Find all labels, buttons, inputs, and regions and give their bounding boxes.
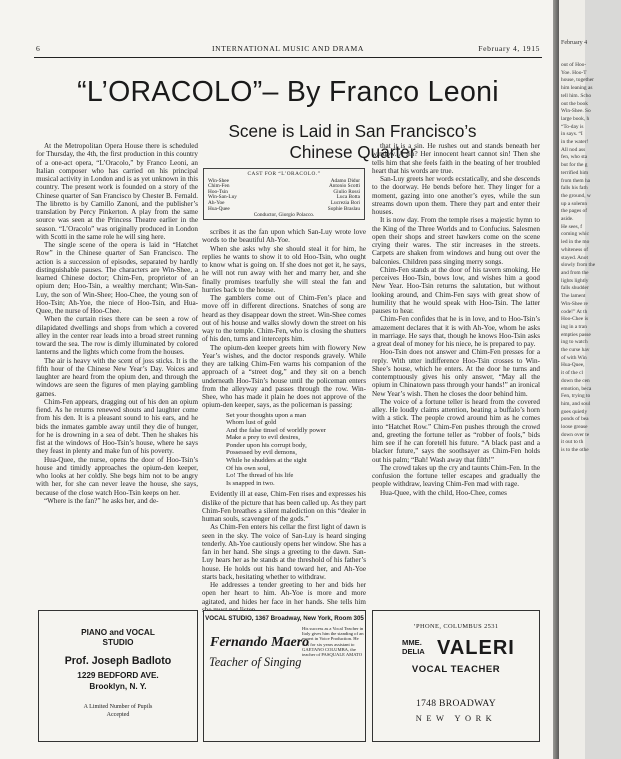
adjacent-page-line: falls his fath	[561, 185, 588, 192]
poem-line: Is snapped in two.	[226, 479, 275, 487]
paragraph: He addresses a tender greeting to her and bids her open her heart to him. Ah-Yoe is more and more agitated, and hides her face in her hands. She tells him	[202, 581, 366, 606]
ad-city: Brooklyn, N. Y.	[89, 681, 147, 691]
adjacent-page-line: code!” At th	[561, 308, 588, 315]
adjacent-page-line: whiteness of	[561, 246, 589, 253]
adjacent-page-line: All nod ass	[561, 146, 586, 153]
adjacent-page-line: emotion, beca	[561, 385, 592, 392]
poem-quote	[226, 412, 366, 488]
ad-tagline: Teacher of Singing	[209, 655, 302, 669]
adjacent-page-line: it out to th	[561, 439, 584, 446]
adjacent-page-line: ing to watch	[561, 339, 588, 346]
cast-singer: Luca Botta	[336, 194, 360, 201]
cast-role: Win-Shee	[208, 177, 229, 184]
ad-name: Fernando Maero	[210, 635, 310, 650]
adjacent-page-line: tell him. Scho	[561, 92, 592, 99]
ad-first-name: DELIA	[402, 647, 425, 656]
publication-title: INTERNATIONAL MUSIC AND DRAMA	[212, 44, 364, 53]
article-column-2	[202, 228, 366, 614]
cast-singer: Giulio Rossi	[333, 188, 360, 195]
ad-name: Prof. Joseph Badloto	[64, 655, 172, 667]
paragraph: Evidently ill at ease, Chim-Fen rises and expresses his dislike of the picture that has been called up. As they part Chim-Fen breathes a silent malediction on this “dealer in human souls, scavenger of the gods.”	[202, 490, 366, 524]
adjacent-page-line: and from the	[561, 269, 589, 276]
adjacent-page-line: up a solemn	[561, 200, 588, 207]
ad-surname: VALERI	[437, 637, 515, 659]
paragraph: Chim-Fen appears, dragging out of his den an opium fiend. As he returns renewed shouts and laughter come from his den. It is a pleasant sound to his ears, and he bids the inmates gamble away until they die of hunger, for he is drowning in a sea of debt. Then he shakes his fist at the windows of Hoo-Tsin’s house, where he says they feast in plenty and make fun of his poverty.	[36, 397, 198, 456]
header-rule	[34, 57, 542, 58]
adjacent-page-line: from them ha	[561, 177, 591, 184]
adjacent-page-line: down the cen	[561, 377, 590, 384]
cast-role: Hoo-Tsin	[208, 188, 228, 195]
poem-line: Set your thoughts upon a man	[226, 411, 307, 419]
adjacent-page-line: down over te	[561, 431, 590, 438]
poem-line: And the false tinsel of worldly power	[226, 426, 326, 434]
adjacent-page-line: in the water!	[561, 139, 589, 146]
ad-heading-line: STUDIO	[102, 638, 134, 647]
ad-phone: ’PHONE, COLUMBUS 2531	[413, 623, 499, 630]
ad-note-line: Accepted	[106, 711, 130, 718]
ad-title: VOCAL TEACHER	[411, 664, 501, 675]
ad-blurb: His success as a Vocal Teacher in Italy gives him the standing of an expert in Voice Production. He was for six years assistant to GAETANO COLUMBA, the teacher of PASQUALE AMATO	[302, 626, 364, 658]
cast-conductor: Conductor, Giorgio Polacco.	[253, 212, 315, 219]
article-column-1	[36, 142, 198, 505]
adjacent-page-line: falls shudder	[561, 285, 589, 292]
adjacent-page-text	[561, 62, 621, 455]
adjacent-page-line: The lament	[561, 293, 586, 300]
issue-date: February 4, 1915	[478, 44, 540, 53]
adjacent-page-line: led in the mo	[561, 239, 590, 246]
adjacent-page-line: He sees, f	[561, 223, 583, 230]
paragraph: The voice of a fortune teller is heard from the covered alley. He loudly claims attention, beating a buffalo’s horn with a stick. The people crowd around him as he comes into “Hatchet Row.” Chim-Fen pushes through the crowd and, greeting the fortune teller as “robber of fools,” bids him see if he can foretell his future. “A black past and a blacker future,” says the soothsayer as Chim-Fen holds out his palm; “Bah! Wash away that filth!”	[372, 397, 540, 464]
paragraph: At the Metropolitan Opera House there is scheduled for Thursday, the 4th, the first production in this country of a one-act opera, “L’Oracolo,” by Franco Leoni, an Italian composer who has carried on his principal musical activity in London and is as yet unknown in this country. The present work is founded on a story of the Chinese quarter of San Francisco by Chester B. Fernald. The libretto is by Camillo Zanoni, and the publisher’s translation by Percy Pinkerton. A play from the same source was seen at the Princess Theatre earlier in the season. “L’Oracolo” was originally produced in London with Scotti in the same role he will sing here.	[36, 142, 198, 241]
adjacent-page-line: goes quietly	[561, 408, 588, 415]
ad-heading-line: PIANO and VOCAL	[81, 628, 155, 637]
adjacent-page-line: aside.	[561, 216, 574, 223]
article-column-3	[372, 142, 540, 497]
ad-studio-address: VOCAL STUDIO, 1367 Broadway, New York, Room 305	[205, 615, 364, 622]
ad-honorific	[402, 638, 425, 656]
adjacent-page-line: Hua-Quee,	[561, 362, 585, 369]
ad-city: NEW YORK	[415, 714, 497, 723]
paragraph: The crowd takes up the cry and taunts Chim-Fen. In the confusion the fortune teller escapes and gradually the people withdraw, leaving Chim-Fen mad with rage.	[372, 463, 540, 489]
adjacent-page-line: him leaning as	[561, 85, 593, 92]
adjacent-page-date: February 4	[561, 40, 588, 46]
adjacent-page-line: it of the cl	[561, 370, 584, 377]
adjacent-page-line: stayed. Anot	[561, 254, 588, 261]
paragraph: The opium-den keeper greets him with flowery New Year’s wishes, and the doctor responds gravely. While they are talking Chim-Fen warns his companion of the approach of a “street dog,” and they sit on a bench underneath Hoo-Tsin’s house until the policeman enters from the alleyway and passes through the row. Win-Shee, who has made it plain he does not approve of the opium-den keeper, says, as the policeman is passing:	[202, 343, 366, 410]
poem-line: Make a prey to evil desires,	[226, 434, 300, 442]
adjacent-page-edge	[559, 0, 596, 759]
paragraph: The air is heavy with the scent of joss sticks. It is the fifth hour of the Chinese New Year’s Day. Voices and laughter are heard from the opium den, and through the windows are seen the figures of men playing gambling games.	[36, 356, 198, 398]
adjacent-page-line: fen, who sta	[561, 154, 588, 161]
advertisement-valeri	[372, 610, 540, 742]
subhead-line: Chinese Quarter	[289, 142, 416, 162]
page-header	[36, 44, 540, 56]
adjacent-page-line: is to the othe	[561, 447, 589, 454]
paragraph: Chim-Fen confides that he is in love, and to Hoo-Tsin’s amazement declares that it is with Ah-Yoe, whom he asks in marriage. He says that, though he knows Hoo-Tsin asks a great deal of money for his niece, he is prepared to pay.	[372, 315, 540, 348]
adjacent-page-line: Yoe. Hoo-T	[561, 69, 587, 76]
advertisement-badloto	[38, 610, 198, 742]
article-headline: “L’ORACOLO”– By Franco Leoni	[77, 76, 499, 108]
poem-line: While he shudders at the sight	[226, 457, 307, 465]
cast-role: Hua-Quee	[208, 205, 230, 212]
poem-line: Of his own soul,	[226, 464, 271, 472]
ad-note	[39, 704, 197, 719]
paragraph: Chim-Fen stands at the door of his tavern smoking. He perceives Hoo-Tsin, bows low, and wishes him a good New Year. Hoo-Tsin returns the salutation, but without looking around, and Chim-Fen says with great show of humility that he would speak with Hoo-Tsin. The latter pauses to hear.	[372, 265, 540, 315]
paragraph: San-Luy greets her words ecstatically, and she descends to the doorway. He bends before her. They linger for a moment, gazing into one another’s eyes, while the sun streams down upon them. There they part and enter their houses.	[372, 175, 540, 216]
paragraph: that it is a sin. He rushes out and stands beneath her window. A sin? Her innocent heart cannot sin! Then she tells him that she feels faith in the beating of her troubled heart that his words are true.	[372, 142, 540, 175]
adjacent-page-line: ing in a tran	[561, 323, 587, 330]
adjacent-page-line: of with Win	[561, 354, 587, 361]
poem-line: Whom lust of gold	[226, 419, 277, 427]
subhead-line: Scene is Laid in San Francisco’s	[228, 121, 477, 141]
adjacent-page-line: Hoo-Chee is	[561, 316, 589, 323]
poem-line: Ponder upon his corrupt body,	[226, 441, 307, 449]
paragraph: scribes it as the fan upon which San-Luy wrote love words to the beautiful Ah-Yoe.	[202, 228, 366, 245]
paragraph: “Where is the fan?” he asks her, and de-	[44, 496, 159, 505]
paragraph: Hua-Quee, with the child, Hoo-Chee, comes	[380, 488, 507, 497]
adjacent-page-line: Fen, trying to	[561, 393, 591, 400]
adjacent-page-line: Win-Shee. So	[561, 108, 591, 115]
paragraph: When the curtain rises there can be seen a row of dilapidated dwellings and shops from which a covered alley in the center rear leads into a broad street running toward the sea. The row is dimly illuminated by colored lanterns and the lights which come from the houses.	[36, 315, 198, 357]
page-number: 6	[36, 44, 41, 53]
cast-singer: Lucrezia Bori	[330, 199, 360, 206]
cast-singer: Adamo Didur	[330, 177, 360, 184]
adjacent-page-line: the pages of	[561, 208, 588, 215]
paragraph: The single scene of the opera is laid in “Hatchet Row” in the Chinese quarter of San Francisco. The action is a succession of episodes, separated by hardly distinguishable pauses. The characters are Win-Shee, a learned Chinese doctor; Chim-Fen, proprietor of an opium den; Hoo-Tsin, a wealthy merchant; Win-San-Luy, the son of Win-Shee; Hoo-Chee, the young son of Hoo-Tsin; Ah-Yoe, the niece of Hoo-Tsin, and Hua-Quee, the nurse of Hoo-Chee.	[36, 241, 198, 315]
poem-line: Lo! The thread of his life	[226, 472, 294, 480]
paragraph: Hua-Quee, the nurse, opens the door of Hoo-Tsin’s house and timidly approaches the opium-den keeper, who looks at her coldly. She begs him not to be angry with her, for she can never leave the house, she says, because of the close watch Hoo-Tsin keeps on her.	[36, 455, 198, 497]
cast-singer: Sophie Braslau	[327, 205, 360, 212]
cast-title: CAST FOR “L’ORACOLO.”	[247, 171, 321, 177]
ad-note-line: A Limited Number of Pupils	[83, 704, 153, 710]
adjacent-page-line: in says. “I	[561, 131, 583, 138]
paragraph: The gamblers come out of Chim-Fen’s place and move off in different directions. Snatches of song are heard as they disappear down the street. Win-Shee comes out of his house and walks slowly down the street on his way to the temple. Chim-Fen, who is closing the shutters of his den, turns and intercepts him.	[202, 294, 366, 344]
cast-singer: Antonio Scotti	[328, 183, 360, 190]
adjacent-page-line: but for the g	[561, 162, 588, 169]
ad-heading	[39, 628, 197, 648]
adjacent-page-line: out the book	[561, 100, 588, 107]
adjacent-page-line: the curse hav	[561, 347, 590, 354]
adjacent-page-line: loose grease	[561, 424, 588, 431]
ad-address	[39, 671, 197, 692]
adjacent-page-line: empties passe	[561, 331, 591, 338]
ad-address: 1748 BROADWAY	[415, 698, 497, 709]
adjacent-page-line: the ground, w	[561, 192, 591, 199]
cast-role: Chim-Fen	[208, 183, 230, 190]
adjacent-page-line: out of Hoo-	[561, 62, 587, 68]
adjacent-page-line: “To-day is	[561, 123, 584, 130]
adjacent-page-line: him, and soul	[561, 400, 591, 407]
adjacent-page-line: terrified him	[561, 169, 589, 176]
paragraph: Hoo-Tsin does not answer and Chim-Fen presses for a reply. With utter indifference Hoo-Tsin crosses to Win-Shee’s house, which he enters. At the door he turns and contemptuously gives his only answer, “May all the opium in Chinatown pass through your hands!” an ironical New Year’s wish. Then he closes the door behind him.	[372, 348, 540, 398]
adjacent-page-line: ponds of bea	[561, 416, 589, 423]
cast-role: Win-San-Luy	[208, 194, 237, 201]
paragraph: As Chim-Fen enters his cellar the first light of dawn is seen in the sky. The voice of San-Luy is heard singing tenderly. Ah-Yoe cautiously opens her window. She has a fan in her hand. She sings a greeting to the dawn. San-Luy hears her as he stands at the threshold of his father’s house. He holds out his hand toward her, and Ah-Yoe starts back, hesitating whether to withdraw.	[202, 523, 366, 581]
adjacent-page-line: large book, h	[561, 115, 590, 122]
ad-street: 1229 BEDFORD AVE.	[77, 671, 159, 680]
adjacent-page-line: house, together	[561, 77, 594, 84]
advertisement-maero	[203, 610, 366, 742]
ad-mme: MME.	[402, 638, 422, 647]
paragraph: It is now day. From the temple rises a majestic hymn to the King of the Three Worlds and to Confucius. Salesmen open their shops and street hawkers come on the scene crying their wares. The stir increases in the streets. Carpets are shaken from windows and hung out over the balconies. Children pass singing merry songs.	[372, 216, 540, 266]
adjacent-page-line: slowly from the	[561, 262, 596, 269]
cast-box	[203, 168, 365, 220]
adjacent-page-line: lights lightly	[561, 277, 589, 284]
adjacent-page-line: Win-Shee re	[561, 300, 588, 307]
adjacent-page-line: coming whic	[561, 231, 589, 238]
cast-role: Ah-Yoe	[208, 199, 225, 206]
paragraph: When she asks why she should steal it for him, he replies he wants to show it to old Hoo-Tsin, who ought to know what is going on. If she does not get it, he says, he will not run away with her and marry her, and she finally promises tearfully she will steal the fan and hurries back to the house.	[202, 244, 366, 294]
poem-line: Possessed by evil demons,	[226, 449, 297, 457]
